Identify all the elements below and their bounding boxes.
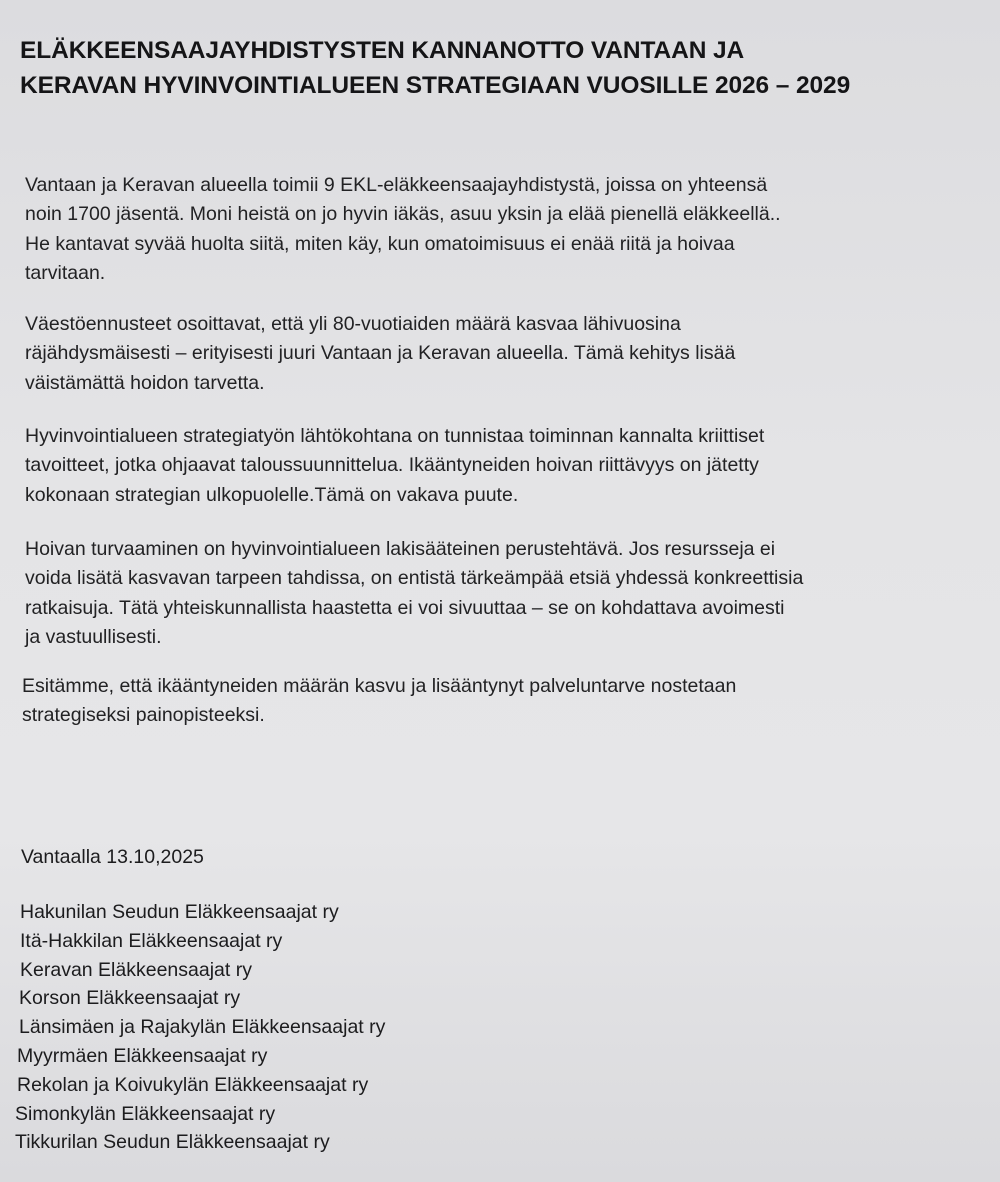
signatory: Korson Eläkkeensaajat ry — [19, 987, 241, 1010]
text-line: strategiseksi painopisteeksi. — [22, 704, 265, 727]
signatory: Länsimäen ja Rajakylän Eläkkeensaajat ry — [19, 1016, 386, 1039]
text-line: tavoitteet, jotka ohjaavat taloussuunnittelua. Ikääntyneiden hoivan riittävyys on jätetty — [25, 454, 759, 477]
title-line: KERAVAN HYVINVOINTIALUEEN STRATEGIAAN VUOSILLE 2026 – 2029 — [20, 72, 851, 99]
text-line: Esitämme, että ikääntyneiden määrän kasvu ja lisääntynyt palveluntarve nostetaan — [22, 675, 737, 697]
signatory: Hakunilan Seudun Eläkkeensaajat ry — [20, 901, 339, 923]
paragraph-proposal — [22, 672, 736, 731]
paragraph-intro — [25, 171, 781, 288]
signatory: Rekolan ja Koivukylän Eläkkeensaajat ry — [17, 1073, 369, 1096]
signatory: Tikkurilan Seudun Eläkkeensaajat ry — [15, 1131, 330, 1154]
text-line: voida lisätä kasvavan tarpeen tahdissa, on entistä tärkeämpää etsiä yhdessä konkreettisia — [25, 567, 804, 590]
signatory: Simonkylän Eläkkeensaajat ry — [15, 1102, 276, 1125]
text-line: Hoivan turvaaminen on hyvinvointialueen lakisääteinen perustehtävä. Jos resursseja ei — [25, 538, 776, 560]
text-line: ratkaisuja. Tätä yhteiskunnallista haastetta ei voi sivuuttaa – se on kohdattava avoimesti — [25, 596, 785, 619]
title-line: ELÄKKEENSAAJAYHDISTYSTEN KANNANOTTO VANTAAN JA — [20, 37, 745, 64]
text-line: tarvitaan. — [25, 261, 106, 284]
text-line: noin 1700 jäsentä. Moni heistä on jo hyvin iäkäs, asuu yksin ja elää pienellä eläkkeellä.. — [25, 203, 781, 226]
text-line: väistämättä hoidon tarvetta. — [25, 371, 265, 394]
place-and-date: Vantaalla 13.10,2025 — [21, 846, 204, 868]
text-line: Vantaan ja Keravan alueella toimii 9 EKL-eläkkeensaajayhdistystä, joissa on yhteensä — [25, 174, 768, 196]
signatories-list — [15, 898, 386, 1157]
paragraph-strategy — [25, 422, 764, 510]
text-line: ja vastuullisesti. — [25, 625, 162, 648]
signatory: Itä-Hakkilan Eläkkeensaajat ry — [20, 929, 283, 952]
text-line: Hyvinvointialueen strategiatyön lähtökohtana on tunnistaa toiminnan kannalta kriittiset — [25, 425, 765, 447]
text-line: He kantavat syvää huolta siitä, miten käy, kun omatoimisuus ei enää riitä ja hoivaa — [25, 232, 735, 255]
signatory: Myyrmäen Eläkkeensaajat ry — [17, 1044, 268, 1067]
paragraph-forecast — [25, 310, 735, 398]
paragraph-care — [25, 535, 803, 652]
text-line: kokonaan strategian ulkopuolelle.Tämä on vakava puute. — [25, 483, 519, 506]
text-line: Väestöennusteet osoittavat, että yli 80-vuotiaiden määrä kasvaa lähivuosina — [25, 313, 681, 335]
document-title — [20, 33, 850, 103]
signatory: Keravan Eläkkeensaajat ry — [20, 958, 252, 981]
text-line: räjähdysmäisesti – erityisesti juuri Vantaan ja Keravan alueella. Tämä kehitys lisää — [25, 342, 736, 365]
